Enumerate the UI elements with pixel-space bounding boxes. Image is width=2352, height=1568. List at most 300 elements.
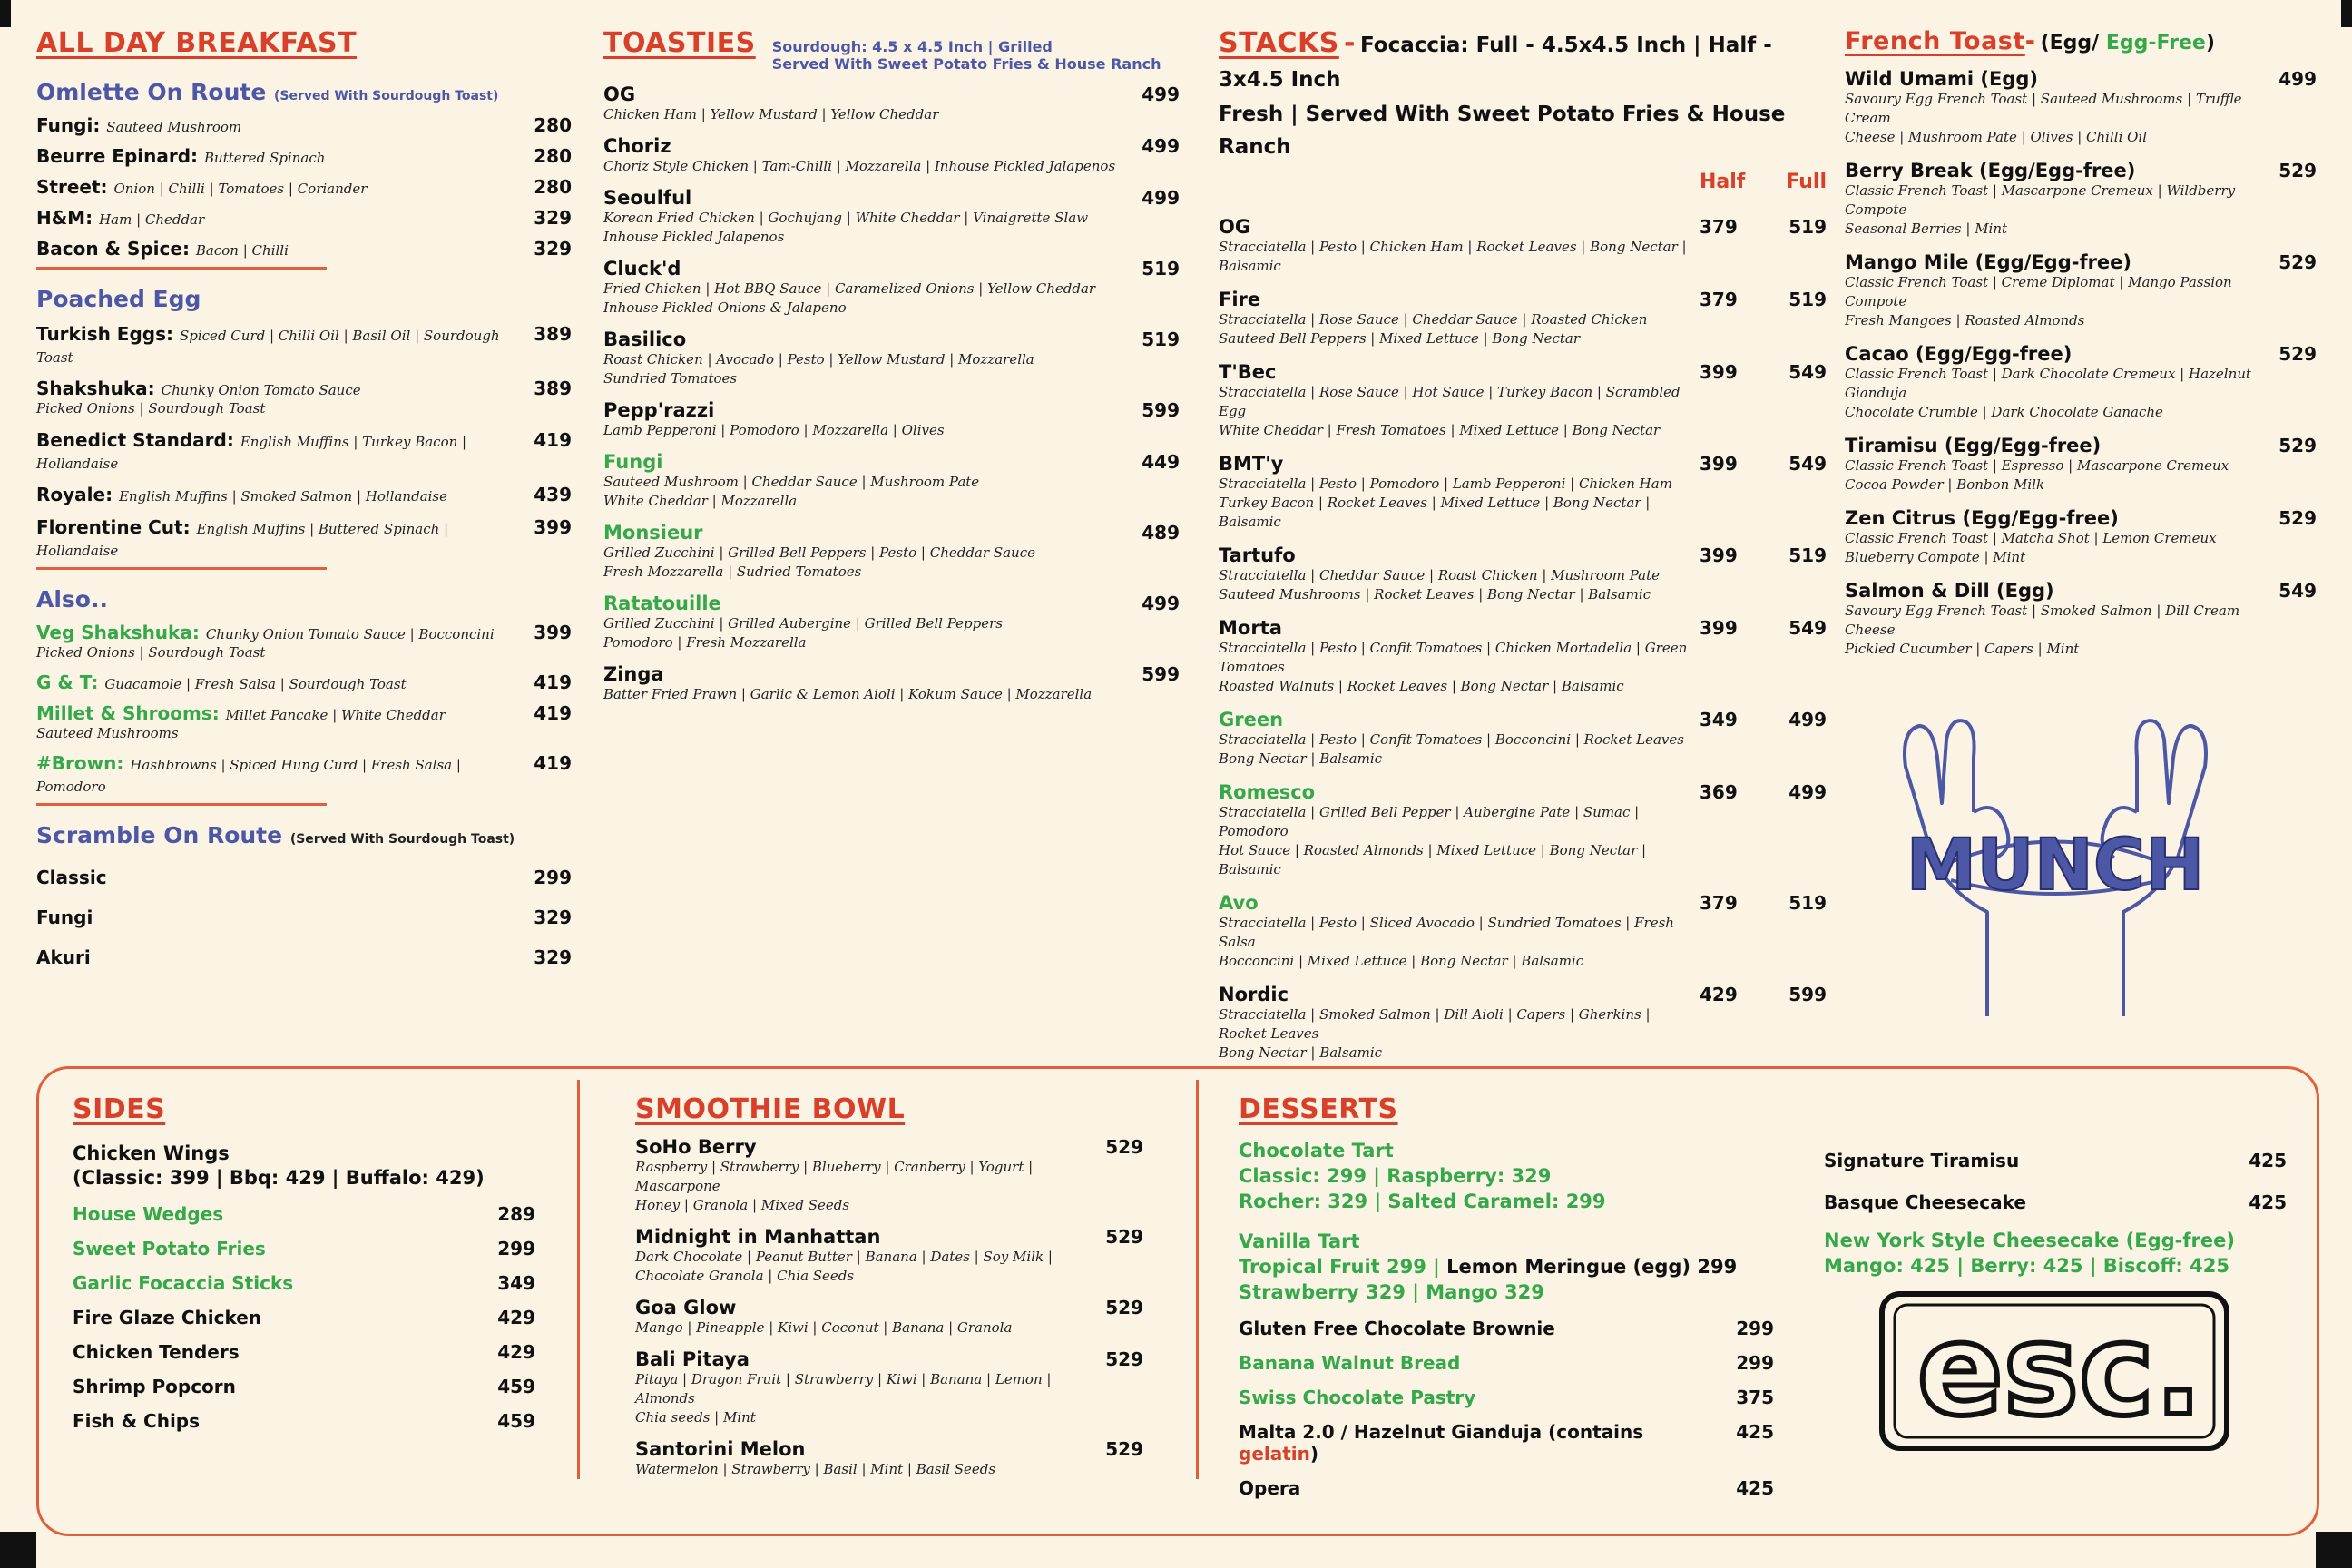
toasties-column	[603, 27, 1180, 704]
menu-item-name	[36, 429, 508, 473]
menu-item	[73, 1341, 535, 1363]
menu-item-title: Gluten Free Chocolate Brownie	[1239, 1318, 1555, 1339]
menu-item-price: 529	[2278, 251, 2317, 273]
divider	[36, 803, 327, 806]
menu-item-name: Monsieur	[603, 522, 703, 544]
menu-item-name: OG	[1219, 216, 1251, 238]
menu-item-price: 599	[1142, 663, 1180, 685]
divider	[36, 267, 327, 270]
menu-item	[603, 83, 1180, 124]
stacks-size-header	[1219, 171, 1827, 203]
smoothie-column	[635, 1093, 1143, 1479]
ny-cheesecake-prices: Mango: 425 | Berry: 425 | Biscoff: 425	[1824, 1255, 2230, 1277]
menu-item-title: Classic	[36, 867, 107, 888]
menu-item-title: Sweet Potato Fries	[73, 1238, 266, 1259]
menu-item	[1219, 781, 1827, 879]
menu-item-name: Fire	[1219, 289, 1261, 310]
sides-list	[73, 1203, 535, 1432]
menu-item-title: Benedict Standard:	[36, 429, 234, 451]
menu-item-name: Zen Citrus (Egg/Egg-free)	[1845, 507, 2119, 529]
menu-item-desc2: Picked Onions | Sourdough Toast	[36, 644, 266, 661]
menu-item-desc2: Bocconcini | Mixed Lettuce | Bong Nectar | Balsamic	[1219, 953, 1584, 969]
menu-item	[73, 1376, 535, 1397]
menu-item-name: Berry Break (Egg/Egg-free)	[1845, 160, 2136, 181]
menu-item-desc: Spiced Curd | Chilli Oil | Basil Oil | Sourdough Toast	[36, 328, 500, 366]
menu-item-price: 439	[534, 484, 572, 505]
menu-item-price: 499	[1142, 593, 1180, 614]
menu-item-price: 280	[534, 176, 572, 198]
menu-item-tail: )	[1309, 1443, 1319, 1465]
menu-item-name: Pepp'razzi	[603, 399, 715, 421]
chocolate-tart-line2: Rocher: 329 | Salted Caramel: 299	[1239, 1191, 1606, 1212]
menu-item-desc: Chunky Onion Tomato Sauce	[161, 382, 361, 398]
menu-item-name	[1824, 1191, 2223, 1213]
menu-item-price: 425	[2249, 1191, 2287, 1213]
menu-item	[1219, 216, 1827, 276]
stacks-list	[1219, 216, 1827, 1063]
menu-item-title: Fungi	[36, 906, 93, 928]
menu-item	[635, 1438, 1143, 1479]
menu-item-title: Florentine Cut:	[36, 516, 191, 538]
menu-item-desc: Watermelon | Strawberry | Basil | Mint | Basil Seeds	[635, 1461, 996, 1477]
menu-item-desc: Fried Chicken | Hot BBQ Sauce | Caramelized Onions | Yellow Cheddar	[603, 280, 1096, 297]
corner-mark	[0, 0, 11, 27]
menu-item-name	[36, 622, 508, 643]
menu-item	[36, 238, 572, 260]
menu-item-price: 499	[2278, 68, 2317, 90]
scramble-note: (Served With Sourdough Toast)	[289, 832, 515, 847]
menu-item-name: SoHo Berry	[635, 1136, 757, 1158]
french-dash: -	[2024, 27, 2036, 55]
menu-item-title: Royale:	[36, 484, 113, 505]
menu-item	[1219, 892, 1827, 971]
menu-item-name	[36, 207, 508, 229]
menu-item	[1845, 251, 2317, 330]
menu-item-name	[36, 484, 508, 505]
menu-item-name	[1239, 1477, 1710, 1499]
chicken-wings-name: Chicken Wings	[73, 1142, 230, 1164]
menu-item-price: 529	[1105, 1226, 1143, 1248]
menu-item-price: 329	[534, 238, 572, 260]
half-price: 369	[1700, 781, 1738, 803]
smoothie-list	[635, 1136, 1143, 1479]
corner-mark	[2316, 1532, 2352, 1568]
menu-item-title: Shrimp Popcorn	[73, 1376, 236, 1397]
menu-item-name: Wild Umami (Egg)	[1845, 68, 2039, 90]
menu-item-desc2: Chocolate Crumble | Dark Chocolate Ganache	[1845, 404, 2163, 420]
half-price: 379	[1700, 892, 1738, 914]
menu-item	[603, 522, 1180, 582]
menu-item-desc: Lamb Pepperoni | Pomodoro | Mozzarella | Olives	[603, 422, 945, 438]
menu-item-title: Bacon & Spice:	[36, 238, 190, 260]
menu-item-name: Green	[1219, 709, 1284, 730]
toasties-title: TOASTIES	[603, 27, 756, 59]
menu-item-price: 419	[534, 752, 572, 774]
menu-item-desc: Pitaya | Dragon Fruit | Strawberry | Kiwi | Banana | Lemon | Almonds	[635, 1371, 1052, 1406]
menu-item-desc: Mango | Pineapple | Kiwi | Coconut | Banana | Granola	[635, 1319, 1013, 1336]
menu-item-title: Street:	[36, 176, 108, 198]
menu-item-price: 329	[534, 946, 572, 968]
menu-item-prices	[1700, 216, 1827, 238]
menu-item-price: 529	[1105, 1438, 1143, 1460]
menu-item-price: 499	[1142, 83, 1180, 105]
half-price: 399	[1700, 453, 1738, 475]
half-price: 399	[1700, 361, 1738, 383]
stacks-sub1: Focaccia: Full - 4.5x4.5 Inch | Half - 3x4.5 Inch	[1219, 34, 1772, 92]
menu-item	[1219, 453, 1827, 532]
stacks-column	[1219, 27, 1827, 1063]
menu-item	[635, 1348, 1143, 1427]
full-price: 549	[1788, 617, 1827, 639]
vanilla-tart-line2: Strawberry 329 | Mango 329	[1239, 1281, 1544, 1303]
full-price: 499	[1788, 709, 1827, 730]
full-price: 519	[1788, 289, 1827, 310]
menu-item-desc2: Sundried Tomatoes	[603, 370, 738, 387]
menu-item	[1239, 1352, 1774, 1374]
menu-item-price: 499	[1142, 135, 1180, 157]
menu-item	[603, 258, 1180, 318]
menu-item	[1219, 709, 1827, 769]
half-label: Half	[1700, 171, 1746, 193]
vanilla-tart-line1b: Lemon Meringue (egg) 299	[1446, 1256, 1738, 1278]
menu-item-price: 349	[497, 1272, 535, 1294]
menu-item	[36, 114, 572, 136]
menu-item-desc: Buttered Spinach	[204, 150, 326, 166]
vanilla-tart-name: Vanilla Tart	[1239, 1230, 1360, 1252]
menu-item-desc: Grilled Zucchini | Grilled Aubergine | Grilled Bell Peppers	[603, 615, 1003, 632]
esc-logo-text: esc.	[1916, 1297, 2203, 1445]
full-price: 519	[1788, 544, 1827, 566]
chocolate-tart-line1: Classic: 299 | Raspberry: 329	[1239, 1165, 1552, 1187]
menu-item-prices	[1700, 892, 1827, 914]
menu-item	[603, 135, 1180, 176]
menu-item-name: Ratatouille	[603, 593, 721, 614]
menu-item-price: 399	[534, 622, 572, 643]
scramble-title: Scramble On Route	[36, 822, 283, 848]
menu-item-prices	[1700, 709, 1827, 730]
menu-item-price: 459	[497, 1376, 535, 1397]
menu-item-desc: English Muffins | Smoked Salmon | Hollandaise	[119, 488, 448, 505]
menu-item	[603, 399, 1180, 440]
menu-item-price: 459	[497, 1410, 535, 1432]
menu-item-title: Veg Shakshuka:	[36, 622, 200, 643]
menu-item-desc2: Bong Nectar | Balsamic	[1219, 750, 1383, 767]
menu-item-title: Garlic Focaccia Sticks	[73, 1272, 294, 1294]
menu-item	[1219, 361, 1827, 440]
toasties-list	[603, 83, 1180, 704]
menu-item	[1219, 617, 1827, 696]
menu-item	[36, 429, 572, 473]
menu-item-price: 425	[1736, 1477, 1774, 1499]
toasties-sub1: Sourdough: 4.5 x 4.5 Inch | Grilled	[771, 38, 1053, 55]
menu-item-name: Salmon & Dill (Egg)	[1845, 580, 2054, 602]
menu-item-name: Mango Mile (Egg/Egg-free)	[1845, 251, 2132, 273]
menu-item-name: Morta	[1219, 617, 1282, 639]
desserts-title: DESSERTS	[1239, 1093, 1398, 1125]
menu-item	[1239, 1387, 1774, 1408]
menu-item	[603, 451, 1180, 511]
menu-item-name: Santorini Melon	[635, 1438, 806, 1460]
menu-item-desc: Classic French Toast | Espresso | Mascarpone Cremeux	[1845, 457, 2230, 474]
menu-item-desc: Stracciatella | Grilled Bell Pepper | Aubergine Pate | Sumac | Pomodoro	[1219, 804, 1640, 839]
menu-item-title: Opera	[1239, 1477, 1301, 1499]
menu-item-desc: Stracciatella | Pesto | Pomodoro | Lamb Pepperoni | Chicken Ham	[1219, 475, 1672, 492]
menu-item-name	[1239, 1421, 1710, 1465]
menu-item-name	[36, 702, 508, 724]
menu-item-name	[36, 946, 508, 968]
menu-item	[1824, 1150, 2287, 1171]
menu-item	[603, 328, 1180, 388]
vanilla-tart-line1a: Tropical Fruit 299 |	[1239, 1256, 1447, 1278]
menu-item-desc: Stracciatella | Cheddar Sauce | Roast Chicken | Mushroom Pate	[1219, 567, 1661, 583]
menu-item-price: 529	[1105, 1136, 1143, 1158]
menu-item	[36, 671, 572, 693]
menu-item	[36, 752, 572, 796]
menu-item-desc: Choriz Style Chicken | Tam-Chilli | Mozzarella | Inhouse Pickled Jalapenos	[603, 158, 1116, 174]
menu-item-price: 449	[1142, 451, 1180, 473]
sides-column	[73, 1093, 535, 1432]
breakfast-title: ALL DAY BREAKFAST	[36, 27, 358, 59]
poached-section-title: Poached Egg	[36, 286, 201, 312]
menu-item-name	[73, 1307, 472, 1328]
menu-item-desc2: Pomodoro | Fresh Mozzarella	[603, 634, 807, 651]
menu-item	[603, 663, 1180, 704]
toasties-subtitle	[772, 38, 1161, 73]
menu-item	[1845, 507, 2317, 567]
menu-item-desc2: Blueberry Compote | Mint	[1845, 549, 2026, 565]
also-section-title: Also..	[36, 586, 108, 612]
ny-cheesecake-name: New York Style Cheesecake (Egg-free)	[1824, 1230, 2235, 1251]
omelette-section-title	[36, 79, 572, 105]
desserts-right-column	[1824, 1130, 2287, 1279]
bottom-divider-1	[577, 1080, 580, 1479]
omelette-list	[36, 114, 572, 260]
menu-item-price: 549	[2278, 580, 2317, 602]
menu-item-title: Millet & Shrooms:	[36, 702, 220, 724]
menu-item-name: BMT'y	[1219, 453, 1284, 475]
menu-item-name	[36, 516, 508, 560]
menu-item-desc2: Inhouse Pickled Jalapenos	[603, 229, 785, 245]
menu-item-desc: Classic French Toast | Dark Chocolate Cremeux | Hazelnut Gianduja	[1845, 366, 2251, 401]
menu-item-name: Avo	[1219, 892, 1259, 914]
menu-item-prices	[1700, 544, 1827, 566]
menu-item-desc2: White Cheddar | Mozzarella	[603, 493, 798, 509]
menu-item	[73, 1307, 535, 1328]
menu-item	[36, 867, 572, 888]
french-sub-b: Egg-Free	[2105, 32, 2206, 54]
menu-item-price: 419	[534, 702, 572, 724]
esc-logo	[1878, 1287, 2259, 1464]
menu-item-price: 399	[534, 516, 572, 538]
menu-item-price: 389	[534, 377, 572, 399]
menu-item-desc2: Sauteed Bell Peppers | Mixed Lettuce | Bong Nectar	[1219, 330, 1581, 347]
menu-item	[1845, 343, 2317, 422]
menu-item-price: 599	[1142, 399, 1180, 421]
full-label: Full	[1786, 171, 1827, 193]
chocolate-tart-name: Chocolate Tart	[1239, 1140, 1394, 1161]
half-price: 399	[1700, 617, 1738, 639]
menu-item	[36, 484, 572, 505]
menu-item-price: 280	[534, 114, 572, 136]
menu-item	[1239, 1421, 1774, 1465]
menu-item	[1824, 1191, 2287, 1213]
menu-item-price: 425	[2249, 1150, 2287, 1171]
menu-item-title: Banana Walnut Bread	[1239, 1352, 1461, 1374]
menu-item	[1845, 580, 2317, 659]
menu-item	[36, 145, 572, 167]
stacks-header	[1219, 27, 1827, 163]
menu-item	[603, 593, 1180, 652]
menu-item-name	[1239, 1387, 1710, 1408]
menu-item-name: Goa Glow	[635, 1297, 737, 1318]
menu-item-title: Fungi:	[36, 114, 101, 136]
corner-mark	[2341, 0, 2352, 27]
menu-item-name	[73, 1272, 472, 1294]
full-price: 519	[1788, 892, 1827, 914]
stacks-title: STACKS	[1219, 27, 1339, 59]
menu-item-price: 429	[497, 1341, 535, 1363]
menu-item-name: Nordic	[1219, 984, 1289, 1005]
menu-item-desc2: Picked Onions | Sourdough Toast	[36, 400, 266, 416]
menu-item	[1219, 544, 1827, 604]
menu-item-desc: Savoury Egg French Toast | Smoked Salmon | Dill Cream Cheese	[1845, 603, 2240, 638]
french-sub-c: )	[2205, 32, 2215, 54]
menu-item-price: 280	[534, 145, 572, 167]
menu-item-title: Basque Cheesecake	[1824, 1191, 2026, 1213]
menu-item	[635, 1297, 1143, 1338]
menu-item-title: Chicken Tenders	[73, 1341, 240, 1363]
menu-item-price: 519	[1142, 328, 1180, 350]
stacks-sub2: Fresh | Served With Sweet Potato Fries & House Ranch	[1219, 103, 1786, 159]
menu-item-price: 429	[497, 1307, 535, 1328]
menu-item-prices	[1700, 781, 1827, 803]
scramble-list	[36, 867, 572, 968]
menu-item-desc: Classic French Toast | Matcha Shot | Lemon Cremeux	[1845, 530, 2217, 546]
menu-item-note: gelatin	[1239, 1443, 1310, 1465]
esc-logo-icon	[1878, 1287, 2259, 1464]
menu-item-desc: Stracciatella | Rose Sauce | Cheddar Sauce | Roasted Chicken	[1219, 311, 1648, 328]
menu-item-name: Bali Pitaya	[635, 1348, 750, 1370]
menu-item-desc2: Hot Sauce | Roasted Almonds | Mixed Lettuce | Bong Nectar | Balsamic	[1219, 842, 1647, 877]
menu-item-name	[36, 752, 508, 796]
menu-item	[73, 1203, 535, 1225]
toasties-header	[603, 27, 1180, 73]
chocolate-tart	[1239, 1138, 1774, 1214]
menu-item	[36, 906, 572, 928]
menu-item-desc: Stracciatella | Pesto | Confit Tomatoes | Chicken Mortadella | Green Tomatoes	[1219, 640, 1688, 675]
divider	[36, 567, 327, 570]
menu-item	[36, 516, 572, 560]
menu-item	[73, 1410, 535, 1432]
menu-item-desc: Classic French Toast | Creme Diplomat | Mango Passion Compote	[1845, 274, 2232, 309]
menu-item-desc2: Sauteed Mushrooms | Rocket Leaves | Bong Nectar | Balsamic	[1219, 586, 1651, 603]
menu-item-name: Romesco	[1219, 781, 1316, 803]
menu-item-name	[36, 238, 508, 260]
menu-item-name: Cacao (Egg/Egg-free)	[1845, 343, 2073, 365]
desserts-column	[1239, 1093, 1774, 1499]
menu-item-name	[73, 1203, 472, 1225]
menu-item-desc2: Roasted Walnuts | Rocket Leaves | Bong Nectar | Balsamic	[1219, 678, 1624, 694]
menu-item-price: 529	[1105, 1348, 1143, 1370]
menu-item-name: Midnight in Manhattan	[635, 1226, 881, 1248]
ny-cheesecake	[1824, 1228, 2287, 1279]
menu-item-price: 419	[534, 671, 572, 693]
menu-item-desc: Onion | Chilli | Tomatoes | Coriander	[113, 181, 368, 197]
menu-item-desc: Guacamole | Fresh Salsa | Sourdough Toast	[104, 676, 407, 692]
menu-item-prices	[1700, 453, 1827, 475]
menu-item-title: Swiss Chocolate Pastry	[1239, 1387, 1476, 1408]
menu-item-desc: Korean Fried Chicken | Gochujang | White Cheddar | Vinaigrette Slaw	[603, 210, 1089, 226]
menu-item-name	[73, 1410, 472, 1432]
desserts-right-list	[1824, 1150, 2287, 1213]
also-list	[36, 622, 572, 796]
french-toast-column	[1845, 27, 2317, 659]
menu-item-price: 519	[1142, 258, 1180, 279]
menu-item-desc2: Chia seeds | Mint	[635, 1409, 756, 1426]
poached-list	[36, 323, 572, 560]
menu-item-price: 329	[534, 906, 572, 928]
menu-item-title: House Wedges	[73, 1203, 224, 1225]
omelette-note: (Served With Sourdough Toast)	[274, 89, 499, 103]
stacks-dash: -	[1343, 27, 1356, 59]
menu-item-name: Fungi	[603, 451, 663, 473]
menu-item-title: Fire Glaze Chicken	[73, 1307, 262, 1328]
menu-item-price: 299	[497, 1238, 535, 1259]
menu-item-desc: English Muffins | Turkey Bacon | Hollandaise	[36, 434, 467, 472]
menu-item-desc: Stracciatella | Pesto | Confit Tomatoes | Bocconcini | Rocket Leaves	[1219, 731, 1684, 748]
menu-item-name	[73, 1376, 472, 1397]
menu-item-price: 299	[1736, 1352, 1774, 1374]
menu-item-title: Beurre Epinard:	[36, 145, 199, 167]
menu-item	[1239, 1318, 1774, 1339]
menu-item	[1845, 160, 2317, 239]
menu-item-title: Shakshuka:	[36, 377, 155, 399]
menu-item-desc: Chunky Onion Tomato Sauce | Bocconcini	[205, 626, 495, 642]
menu-item	[1219, 984, 1827, 1063]
chicken-wings-prices: (Classic: 399 | Bbq: 429 | Buffalo: 429)	[73, 1167, 485, 1189]
menu-item-desc: Stracciatella | Pesto | Sliced Avocado | Sundried Tomatoes | Fresh Salsa	[1219, 915, 1674, 950]
menu-item-name	[36, 114, 508, 136]
full-price: 549	[1788, 453, 1827, 475]
half-price: 349	[1700, 709, 1738, 730]
menu-item-desc2: Bong Nectar | Balsamic	[1219, 1044, 1383, 1061]
menu-item	[36, 377, 572, 418]
menu-item-name	[36, 145, 508, 167]
menu-item-price: 299	[1736, 1318, 1774, 1339]
full-price: 499	[1788, 781, 1827, 803]
full-price: 549	[1788, 361, 1827, 383]
menu-item	[73, 1238, 535, 1259]
menu-item-title: G & T:	[36, 671, 99, 693]
menu-item-desc2: Seasonal Berries | Mint	[1845, 220, 2008, 237]
menu-item-desc2: Honey | Granola | Mixed Seeds	[635, 1197, 850, 1213]
menu-item-title: Turkish Eggs:	[36, 323, 174, 345]
menu-item-name: OG	[603, 83, 636, 105]
menu-item-prices	[1700, 289, 1827, 310]
smoothie-title: SMOOTHIE BOWL	[635, 1093, 906, 1125]
desserts-list	[1239, 1318, 1774, 1499]
full-price: 519	[1788, 216, 1827, 238]
menu-item-name	[36, 906, 508, 928]
menu-item-title: Akuri	[36, 946, 91, 968]
munch-logo	[1896, 712, 2214, 1021]
menu-item-desc2: Fresh Mozzarella | Sudried Tomatoes	[603, 564, 862, 580]
menu-item-title: H&M:	[36, 207, 93, 229]
menu-item-title: #Brown:	[36, 752, 124, 774]
menu-item-name	[1239, 1318, 1710, 1339]
menu-item-desc: Hashbrowns | Spiced Hung Curd | Fresh Salsa | Pomodoro	[36, 757, 461, 795]
vanilla-tart	[1239, 1229, 1774, 1305]
